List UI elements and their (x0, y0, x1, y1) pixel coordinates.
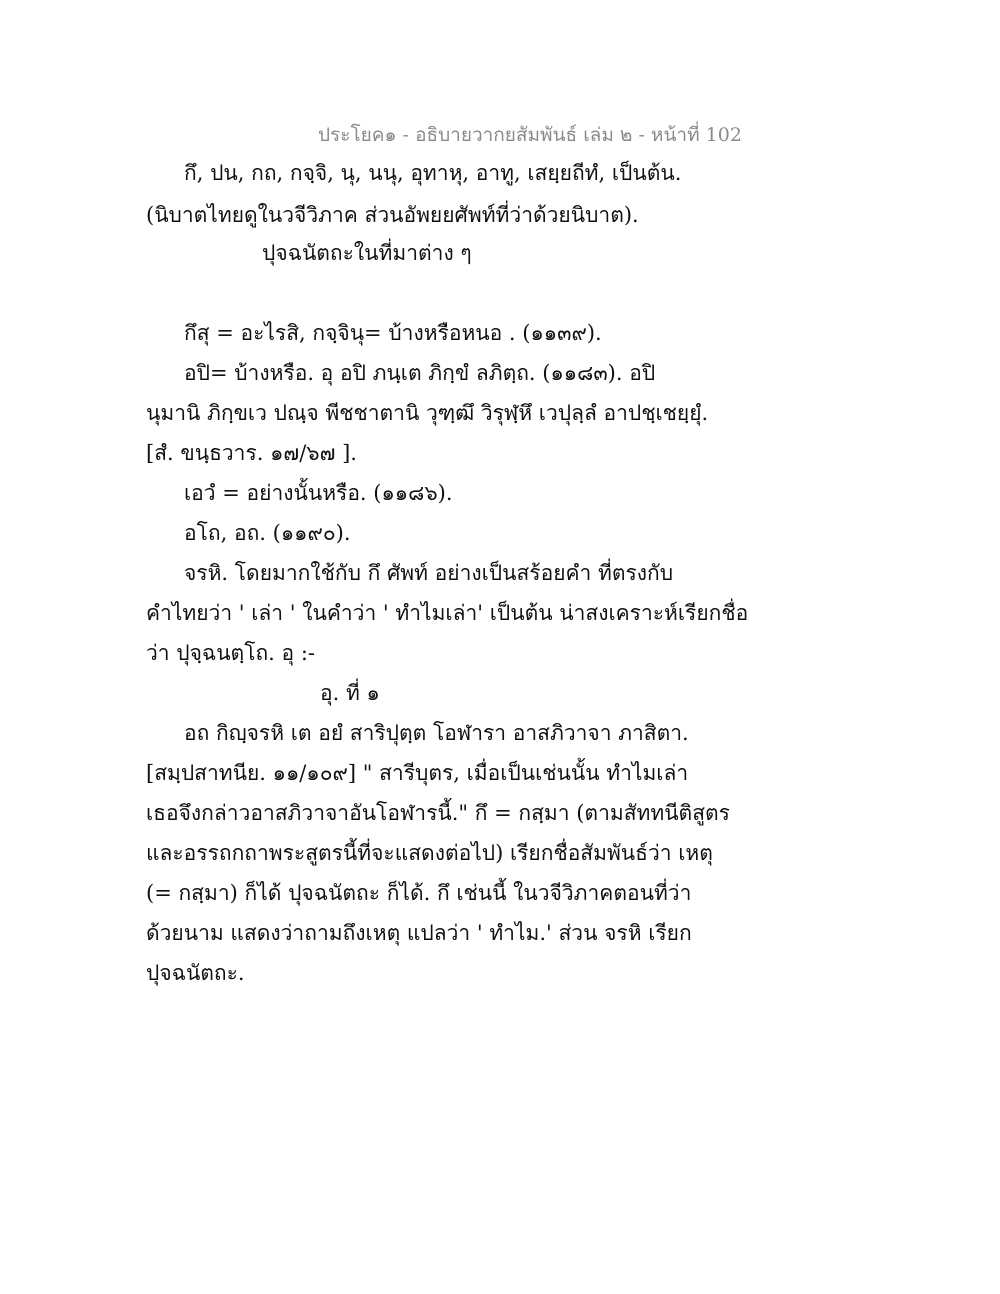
paragraph-line: กึ, ปน, กถ, กจฺจิ, นุ, นนุ, อุทาหุ, อาทู, เสยฺยถีทํ, เป็นต้น. (184, 161, 682, 185)
paragraph-line: จรหิ. โดยมากใช้กับ กึ ศัพท์ อย่างเป็นสร้อยคำ ที่ตรงกับ (184, 561, 674, 585)
paragraph-line: เธอจึงกล่าวอาสภิวาจาอันโอฬารนี้." กึ = กสฺมา (ตามสัททนีติสูตร (146, 801, 730, 825)
paragraph-line: เอวํ = อย่างนั้นหรือ. (๑๑๘๖). (184, 481, 453, 505)
paragraph-line: อปิ= บ้างหรือ. อุ อปิ ภนฺเต ภิกฺขํ ลภิตฺถ. (๑๑๘๓). อปิ (184, 361, 656, 385)
paragraph-line: อถ กิญฺจรหิ เต อยํ สาริปุตฺต โอฬารา อาสภิวาจา ภาสิตา. (184, 721, 689, 745)
paragraph-line: [สํ. ขนฺธวาร. ๑๗/๖๗ ]. (146, 441, 357, 465)
paragraph-line: กึสุ = อะไรสิ, กจฺจินุ= บ้างหรือหนอ . (๑๑๓๙). (184, 321, 602, 345)
paragraph-line: (นิบาตไทยดูในวจีวิภาค ส่วนอัพยยศัพท์ที่ว่าด้วยนิบาต). (146, 203, 639, 227)
paragraph-line: ปุจฉนัตถะ. (146, 961, 245, 985)
page-header: ประโยค๑ - อธิบายวากยสัมพันธ์ เล่ม ๒ - หน้าที่ 102 (318, 124, 742, 146)
paragraph-line: [สมฺปสาทนีย. ๑๑/๑๐๙] " สารีบุตร, เมื่อเป็นเช่นนั้น ทำไมเล่า (146, 761, 689, 785)
paragraph-line: ด้วยนาม แสดงว่าถามถึงเหตุ แปลว่า ' ทำไม.' ส่วน จรหิ เรียก (146, 921, 692, 945)
paragraph-line: (= กสฺมา) ก็ได้ ปุจฉนัตถะ ก็ได้. กึ เช่นนี้ ในวจีวิภาคตอนที่ว่า (146, 881, 692, 905)
example-heading: อุ. ที่ ๑ (320, 681, 380, 705)
paragraph-line: และอรรถกถาพระสูตรนี้ที่จะแสดงต่อไป) เรียกชื่อสัมพันธ์ว่า เหตุ (146, 841, 713, 865)
paragraph-line: นุมานิ ภิกฺขเว ปณฺจ พีชชาตานิ วุฑฺฒึ วิรุฬฺหึ เวปุลฺลํ อาปชฺเชยฺยุํ. (146, 401, 709, 425)
paragraph-line: ว่า ปุจฺฉนตฺโถ. อุ :- (146, 641, 315, 665)
paragraph-line: อโถ, อถ. (๑๑๙๐). (184, 521, 351, 545)
section-heading: ปุจฉนัตถะในที่มาต่าง ๆ (262, 241, 472, 265)
paragraph-line: คำไทยว่า ' เล่า ' ในคำว่า ' ทำไมเล่า' เป็นต้น น่าสงเคราะห์เรียกชื่อ (146, 601, 749, 625)
